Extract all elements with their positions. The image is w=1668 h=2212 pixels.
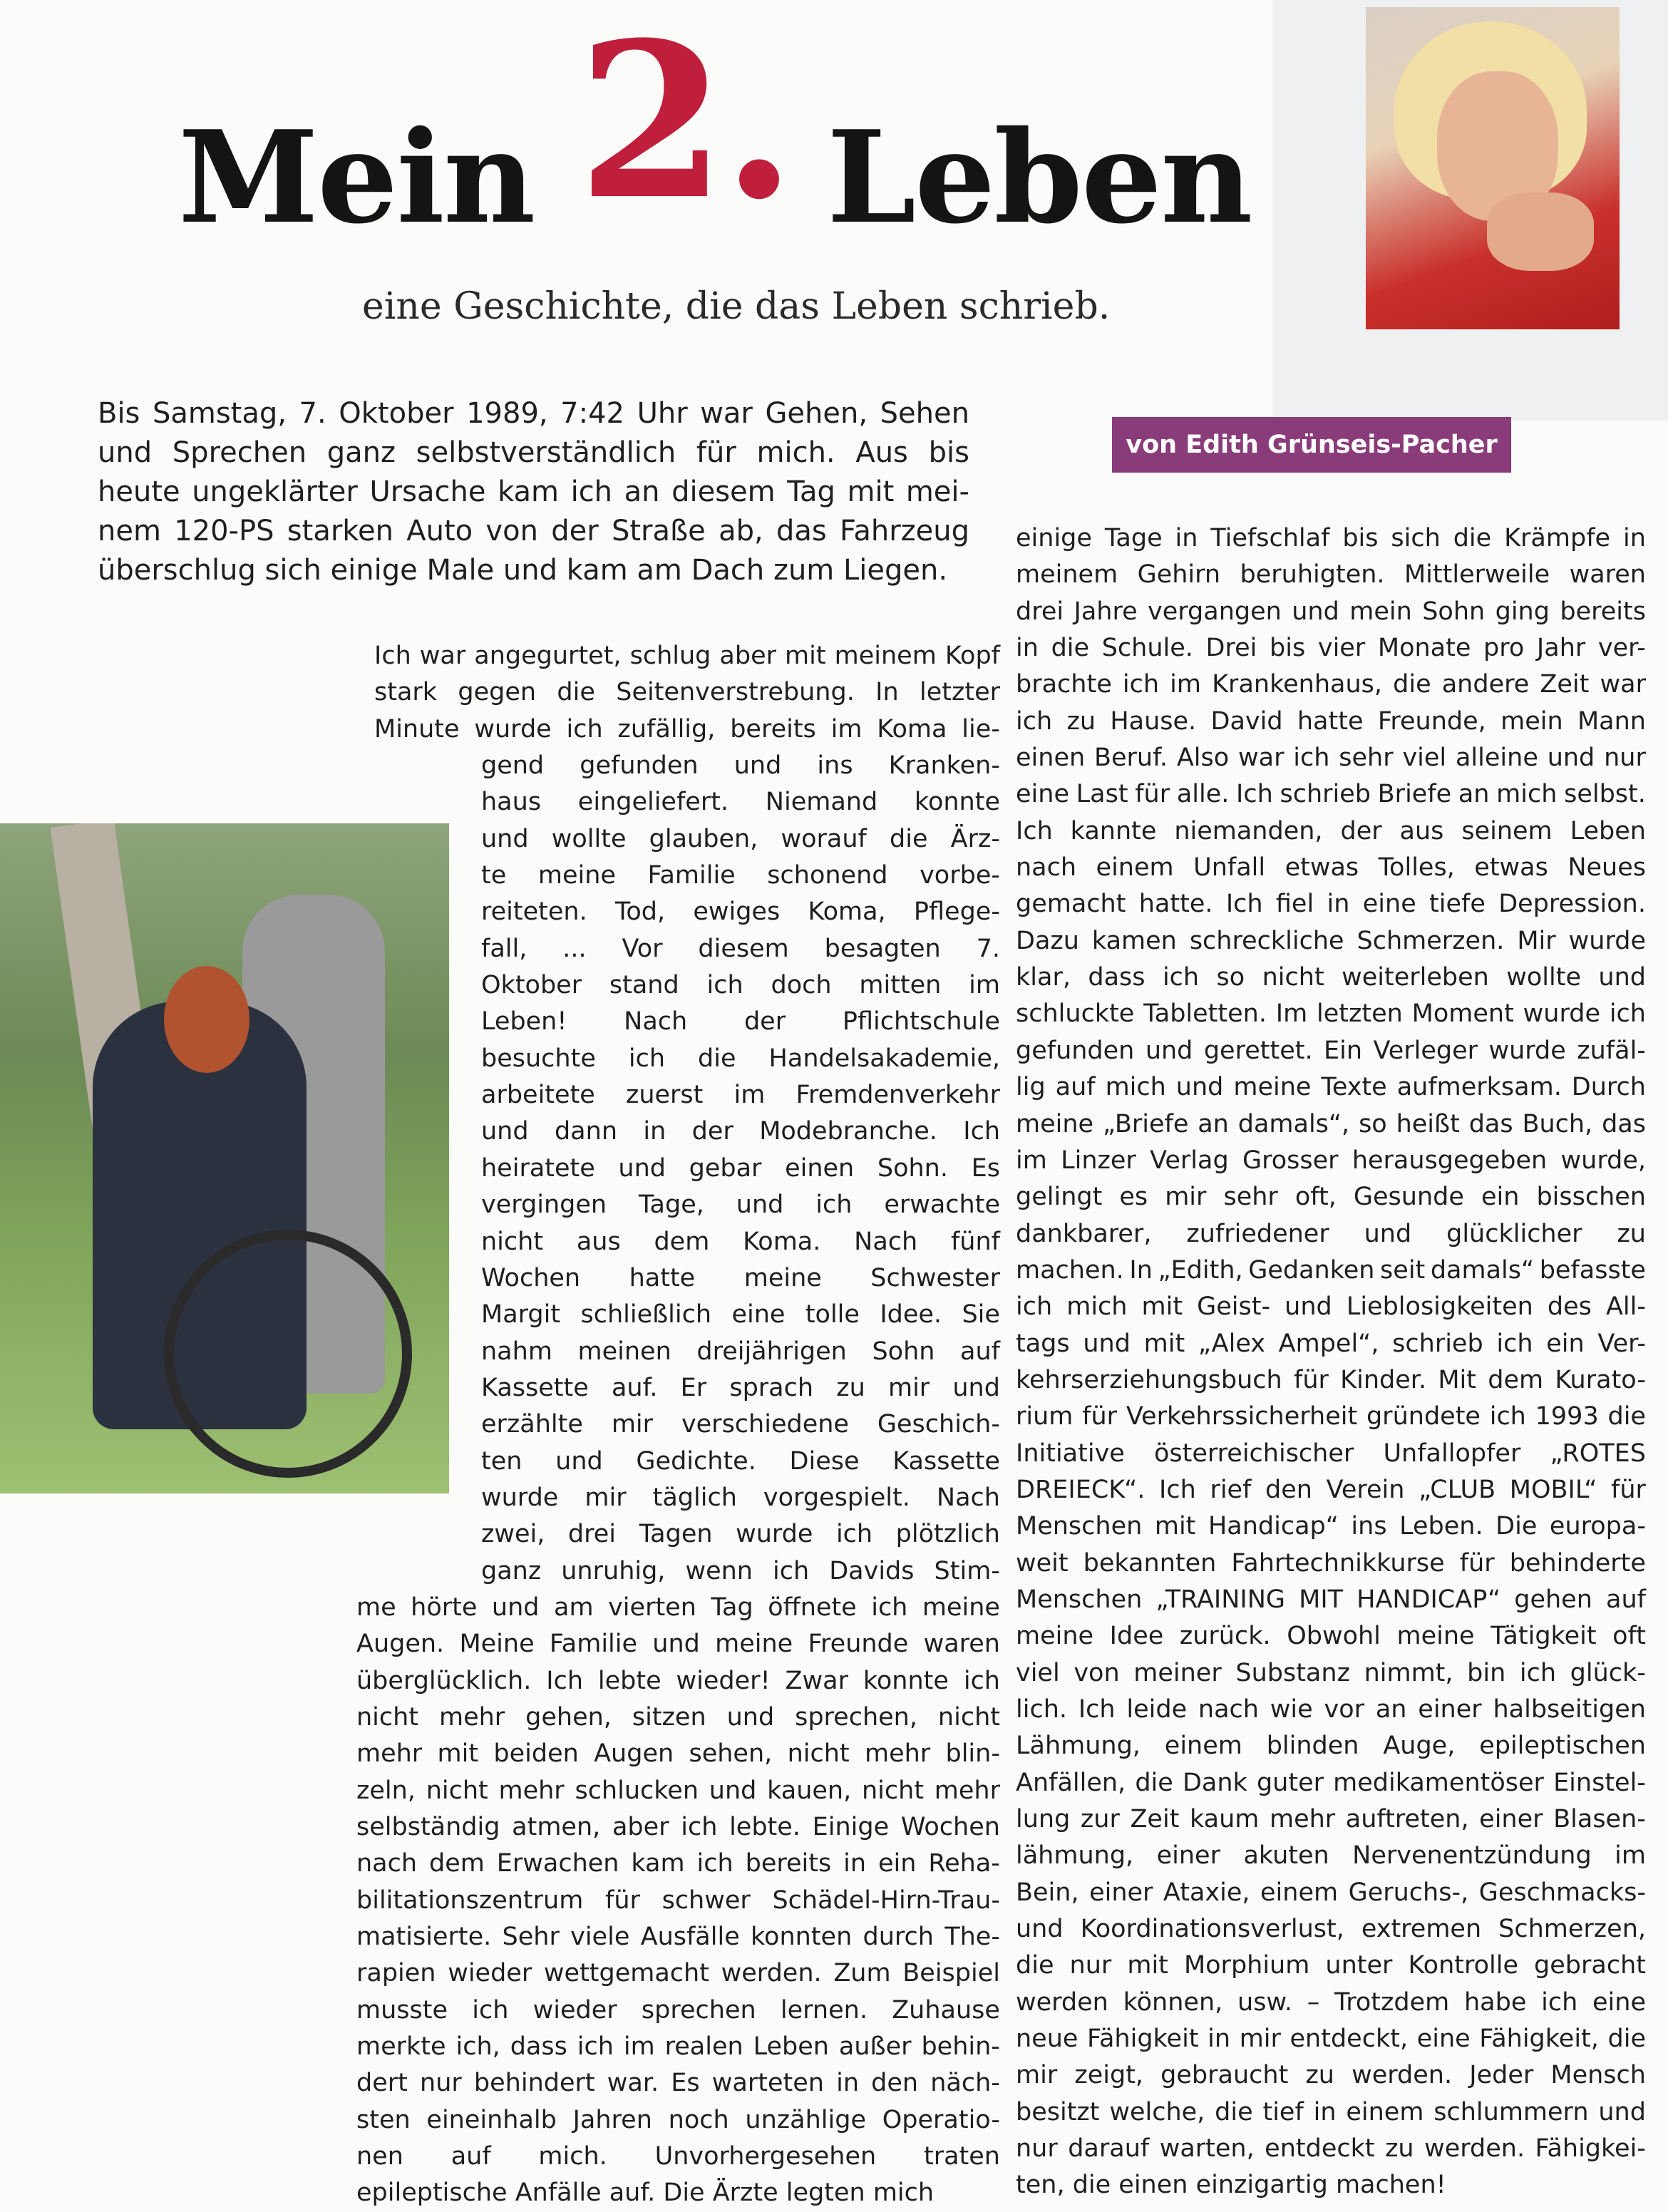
- lead-line: und Sprechen ganz selbstverständlich für mich. Aus bis: [98, 436, 969, 469]
- right-column-line: lung zur Zeit kaum mehr auftreten, einer Blasen-: [1016, 1805, 1646, 1834]
- headline-number: 2.: [577, 0, 793, 247]
- right-column-line: Initiative österreichischer Unfallopfer „ROTES: [1016, 1439, 1646, 1468]
- right-column-line: rium für Verkehrssicherheit gründete ich 1993 die: [1016, 1402, 1646, 1431]
- left-column-line: Margit schließlich eine tolle Idee. Sie: [481, 1300, 1000, 1329]
- right-column-line: meine Idee zurück. Obwohl meine Tätigkeit oft: [1016, 1622, 1646, 1651]
- left-column-line: Augen. Meine Familie und meine Freunde waren: [356, 1630, 1000, 1659]
- left-column-line: nahm meinen dreijährigen Sohn auf: [481, 1337, 1000, 1366]
- left-column: [356, 638, 1000, 2212]
- right-column-line: und Koordinationsverlust, extremen Schmerzen,: [1016, 1915, 1646, 1944]
- right-column-line: meinem Gehirn beruhigten. Mittlerweile waren: [1016, 560, 1646, 590]
- right-column-line: Dazu kamen schreckliche Schmerzen. Mir wurde: [1016, 926, 1646, 955]
- right-column-line: lig auf mich und meine Texte aufmerksam. Durch: [1016, 1073, 1646, 1102]
- right-column-line: ich mich mit Geist- und Lieblosigkeiten des All-: [1016, 1292, 1646, 1322]
- left-column-line: Kassette auf. Er sprach zu mir und: [481, 1373, 1000, 1402]
- right-column-line: schluckte Tabletten. Im letzten Moment wurde ich: [1016, 999, 1646, 1029]
- left-column-line: Wochen hatte meine Schwester: [481, 1263, 1000, 1292]
- right-column-line: ten, die einen einzigartig machen!: [1016, 2171, 1446, 2200]
- left-column-line: vergingen Tage, und ich erwachte: [481, 1190, 1000, 1220]
- right-column-line: machen. In „Edith, Gedanken seit damals“ befasste: [1016, 1255, 1646, 1285]
- right-column-line: Ich kannte niemanden, der aus seinem Leben: [1016, 816, 1646, 845]
- right-column-line: dankbarer, zufriedener und glücklicher zu: [1016, 1219, 1646, 1248]
- right-column-line: in die Schule. Drei bis vier Monate pro Jahr ver-: [1016, 634, 1646, 663]
- left-column-line: und wollte glauben, worauf die Ärz-: [481, 824, 1000, 853]
- left-column-line: zwei, drei Tagen wurde ich plötzlich: [481, 1520, 1000, 1549]
- left-column-line: heiratete und gebar einen Sohn. Es: [481, 1153, 1000, 1183]
- lead-paragraph: [98, 394, 969, 590]
- right-column-line: besitzt welche, die tief in einem schlummern und: [1016, 2097, 1646, 2126]
- left-column-line: dert nur behindert war. Es warteten in den näch-: [356, 2069, 1000, 2098]
- left-column-line: wurde mir täglich vorgespielt. Nach: [481, 1483, 1000, 1512]
- right-column-line: die nur mit Morphium unter Kontrolle gebracht: [1016, 1951, 1646, 1980]
- left-column-line: nach dem Erwachen kam ich bereits in ein Reha-: [356, 1849, 1000, 1878]
- left-column-line: gend gefunden und ins Kranken-: [481, 751, 1000, 781]
- right-column-line: eine Last für alle. Ich schrieb Briefe an mich selbst.: [1016, 780, 1646, 809]
- left-column-line: Minute wurde ich zufällig, bereits im Koma lie-: [374, 714, 1000, 744]
- right-column-line: tags und mit „Alex Ampel“, schrieb ich ein Ver-: [1016, 1329, 1646, 1358]
- right-column-line: DREIECK“. Ich rief den Verein „CLUB MOBIL“ für: [1016, 1475, 1646, 1504]
- left-column-line: erzählte mir verschiedene Geschich-: [481, 1410, 1000, 1439]
- left-column-line: nen auf mich. Unvorhergesehen traten: [356, 2142, 1000, 2171]
- left-column-line: musste ich wieder sprechen lernen. Zuhause: [356, 1995, 1000, 2025]
- left-column-line: sten eineinhalb Jahren noch unzählige Operatio-: [356, 2105, 1000, 2134]
- portrait-photo: [1366, 7, 1620, 329]
- left-column-line: Ich war angegurtet, schlug aber mit meinem Kopf: [374, 642, 1000, 670]
- right-column-line: mir zeigt, gebraucht zu werden. Jeder Mensch: [1016, 2061, 1646, 2090]
- right-column-line: weit bekannten Fahrtechnikkurse für behinderte: [1016, 1548, 1646, 1578]
- left-column-line: zeln, nicht mehr schlucken und kauen, nicht mehr: [356, 1776, 1000, 1805]
- right-column-line: gelingt es mir sehr oft, Gesunde ein bisschen: [1016, 1183, 1646, 1212]
- left-column-line: haus eingeliefert. Niemand konnte: [481, 788, 1000, 817]
- right-column-line: brachte ich im Krankenhaus, die andere Zeit war: [1016, 670, 1646, 699]
- right-column-line: ich zu Hause. David hatte Freunde, mein Mann: [1016, 706, 1646, 736]
- left-column-line: epileptische Anfälle auf. Die Ärzte legten mich: [356, 2178, 935, 2208]
- headline-word-leben: Leben: [827, 103, 1252, 252]
- right-column-line: Bein, einer Ataxie, einem Geruchs-, Geschmacks-: [1016, 1878, 1646, 1907]
- right-column-line: einige Tage in Tiefschlaf bis sich die Krämpfe in: [1016, 524, 1646, 552]
- photo-woman-head: [164, 966, 249, 1073]
- lead-line: heute ungeklärter Ursache kam ich an diesem Tag mit mei-: [98, 475, 969, 508]
- left-column-line: merkte ich, dass ich im realen Leben außer behin-: [356, 2032, 1000, 2062]
- left-column-line: besuchte ich die Handelsakademie,: [481, 1044, 1000, 1073]
- left-column-line: Oktober stand ich doch mitten im: [481, 971, 1000, 1000]
- left-column-line: ganz unruhig, wenn ich Davids Stim-: [481, 1556, 1000, 1585]
- left-column-line: ten und Gedichte. Diese Kassette: [481, 1446, 1000, 1476]
- right-column-line: lähmung, einer akuten Nervenentzündung im: [1016, 1841, 1646, 1871]
- left-column-line: bilitationszentrum für schwer Schädel-Hirn-Trau-: [356, 1886, 1000, 1915]
- right-column-line: werden können, usw. – Trotzdem habe ich eine: [1016, 1987, 1646, 2017]
- lead-line: Bis Samstag, 7. Oktober 1989, 7:42 Uhr war Gehen, Sehen: [98, 397, 969, 430]
- right-column-line: klar, dass ich so nicht weiterleben wollte und: [1016, 963, 1646, 992]
- right-column-line: einen Beruf. Also war ich sehr viel alleine und nur: [1016, 744, 1646, 773]
- left-column-line: überglücklich. Ich lebte wieder! Zwar konnte ich: [356, 1666, 1000, 1695]
- left-column-line: fall, ... Vor diesem besagten 7.: [481, 934, 1000, 963]
- right-column-line: Menschen mit Handicap“ ins Leben. Die europa-: [1016, 1512, 1646, 1541]
- lead-line: überschlug sich einige Male und kam am Dach zum Liegen.: [98, 554, 948, 587]
- left-column-line: selbständig atmen, aber ich lebte. Einige Wochen: [356, 1813, 1000, 1841]
- left-column-line: matisierte. Sehr viele Ausfälle konnten durch The-: [356, 1923, 1000, 1952]
- left-column-line: rapien wieder wettgemacht werden. Zum Beispiel: [356, 1959, 1000, 1988]
- left-column-line: me hörte und am vierten Tag öffnete ich meine: [356, 1593, 1000, 1622]
- left-column-line: stark gegen die Seitenverstrebung. In letzter: [374, 678, 1000, 707]
- right-column-line: drei Jahre vergangen und mein Sohn ging bereits: [1016, 597, 1646, 626]
- right-column-line: neue Fähigkeit in mir entdeckt, eine Fähigkeit, die: [1016, 2025, 1646, 2054]
- left-column-line: mehr mit beiden Augen sehen, nicht mehr blin-: [356, 1739, 1000, 1769]
- left-column-line: nicht mehr gehen, sitzen und sprechen, nicht: [356, 1702, 1000, 1732]
- left-column-line: und dann in der Modebranche. Ich: [481, 1117, 1000, 1146]
- right-column-line: nach einem Unfall etwas Tolles, etwas Neues: [1016, 853, 1646, 883]
- right-column-line: meine „Briefe an damals“, so heißt das Buch, das: [1016, 1109, 1646, 1138]
- left-column-line: Leben! Nach der Pflichtschule: [481, 1007, 1000, 1036]
- right-column-line: Anfällen, die Dank guter medikamentöser Einstel-: [1016, 1768, 1646, 1797]
- left-column-line: nicht aus dem Koma. Nach fünf: [481, 1227, 1000, 1256]
- right-column-line: im Linzer Verlag Grosser herausgegeben wurde,: [1016, 1146, 1646, 1175]
- author-byline: von Edith Grünseis-Pacher: [1112, 417, 1511, 473]
- right-column-line: viel von meiner Substanz nimmt, bin ich glück-: [1016, 1658, 1646, 1687]
- right-column-line: Menschen „TRAINING MIT HANDICAP“ gehen auf: [1016, 1585, 1646, 1614]
- right-column-line: lich. Ich leide nach wie vor an einer halbseitigen: [1016, 1695, 1646, 1724]
- left-column-line: reiteten. Tod, ewiges Koma, Pflege-: [481, 897, 1000, 927]
- right-column-line: gemacht hatte. Ich fiel in eine tiefe Depression.: [1016, 890, 1646, 919]
- right-column-line: gefunden und gerettet. Ein Verleger wurde zufäl-: [1016, 1036, 1646, 1065]
- right-column-line: nur darauf warten, entdeckt zu werden. Fähigkei-: [1016, 2134, 1646, 2164]
- right-column-line: kehrserziehungsbuch für Kinder. Mit dem Kurato-: [1016, 1365, 1646, 1394]
- portrait-hand: [1487, 192, 1594, 271]
- right-column: [1016, 520, 1646, 2204]
- right-column-line: Lähmung, einem blinden Auge, epileptischen: [1016, 1732, 1646, 1761]
- left-column-line: arbeitete zuerst im Fremdenverkehr: [481, 1081, 1000, 1110]
- left-column-line: te meine Familie schonend vorbe-: [481, 861, 1000, 890]
- subtitle: eine Geschichte, die das Leben schrieb.: [362, 285, 1111, 328]
- headline: [178, 0, 1376, 252]
- headline-word-mein: Mein: [178, 103, 535, 252]
- lead-line: nem 120-PS starken Auto von der Straße ab, das Fahrzeug: [98, 515, 969, 547]
